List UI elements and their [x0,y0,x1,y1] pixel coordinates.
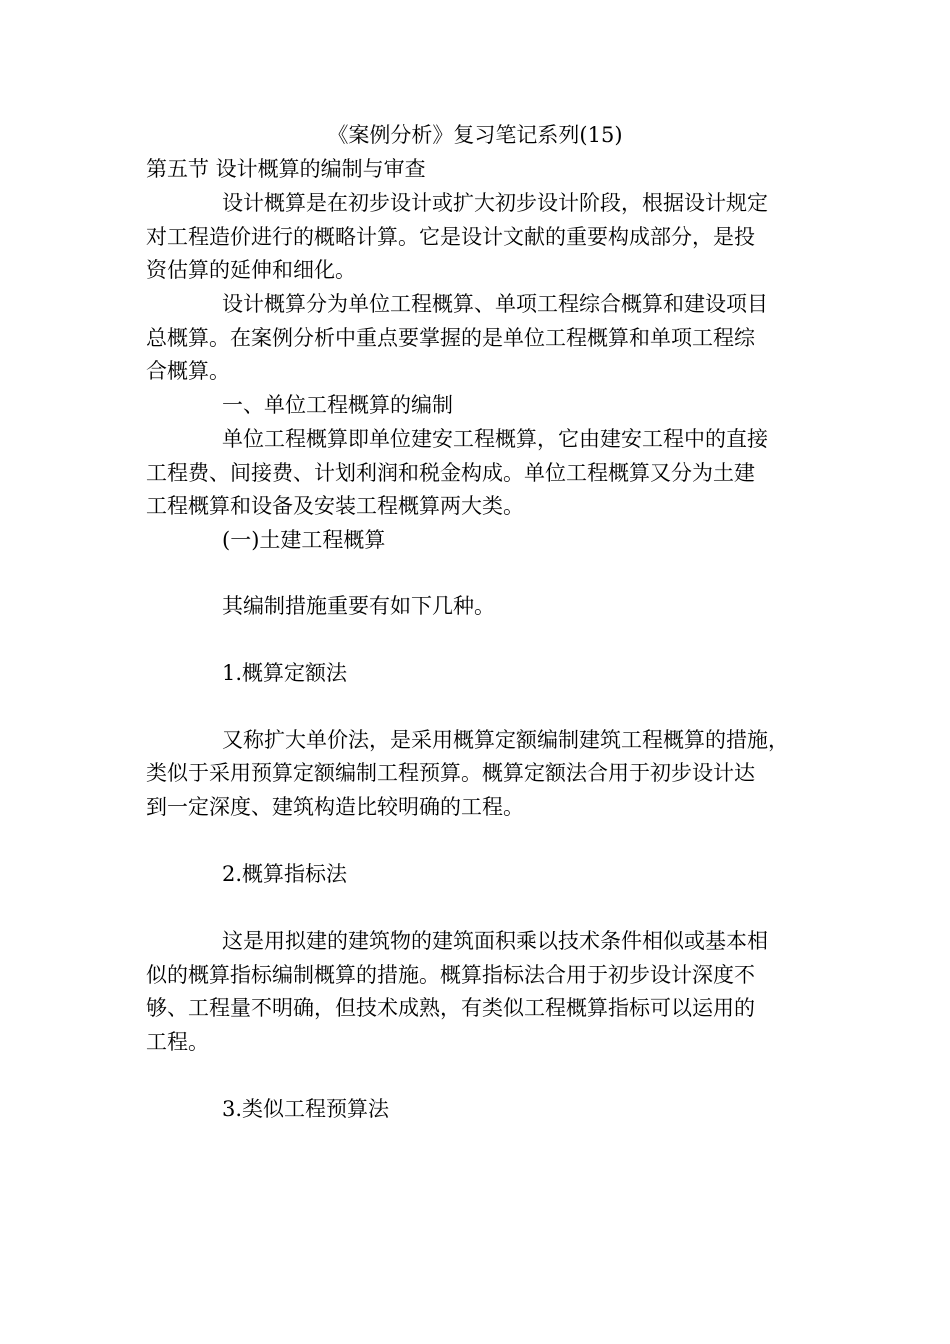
method-3-heading: 3.类似工程预算法 [222,1097,390,1121]
paragraph-line: 又称扩大单价法，是采用概算定额编制建筑工程概算的措施， [222,728,789,752]
paragraph-line: 对工程造价进行的概略计算。它是设计文献的重要构成部分，是投 [146,225,755,249]
paragraph-line: 够、工程量不明确，但技术成熟，有类似工程概算指标可以运用的 [146,996,755,1020]
paragraph-line: 合概算。 [146,359,230,383]
subheading-civil-estimate: (一)土建工程概算 [222,528,386,552]
paragraph-line: 资估算的延伸和细化。 [146,258,356,282]
paragraph-line: 这是用拟建的建筑物的建筑面积乘以技术条件相似或基本相 [222,929,768,953]
intro-methods: 其编制措施重要有如下几种。 [222,594,495,618]
paragraph-line: 总概算。在案例分析中重点要掌握的是单位工程概算和单项工程综 [146,326,755,350]
paragraph-line: 单位工程概算即单位建安工程概算，它由建安工程中的直接 [222,427,768,451]
section-heading: 第五节 设计概算的编制与审查 [146,157,426,181]
paragraph-line: 似的概算指标编制概算的措施。概算指标法合用于初步设计深度不 [146,963,755,987]
document-title: 《案例分析》复习笔记系列(15) [327,123,623,147]
subheading-unit-estimate: 一、单位工程概算的编制 [222,393,453,417]
paragraph-line: 工程概算和设备及安装工程概算两大类。 [146,494,524,518]
method-2-heading: 2.概算指标法 [222,862,348,886]
paragraph-line: 工程费、间接费、计划利润和税金构成。单位工程概算又分为土建 [146,461,755,485]
paragraph-line: 类似于采用预算定额编制工程预算。概算定额法合用于初步设计达 [146,761,755,785]
paragraph-line: 设计概算是在初步设计或扩大初步设计阶段，根据设计规定 [222,191,768,215]
paragraph-line: 设计概算分为单位工程概算、单项工程综合概算和建设项目 [222,292,768,316]
paragraph-line: 工程。 [146,1030,209,1054]
paragraph-line: 到一定深度、建筑构造比较明确的工程。 [146,795,524,819]
method-1-heading: 1.概算定额法 [222,661,348,685]
